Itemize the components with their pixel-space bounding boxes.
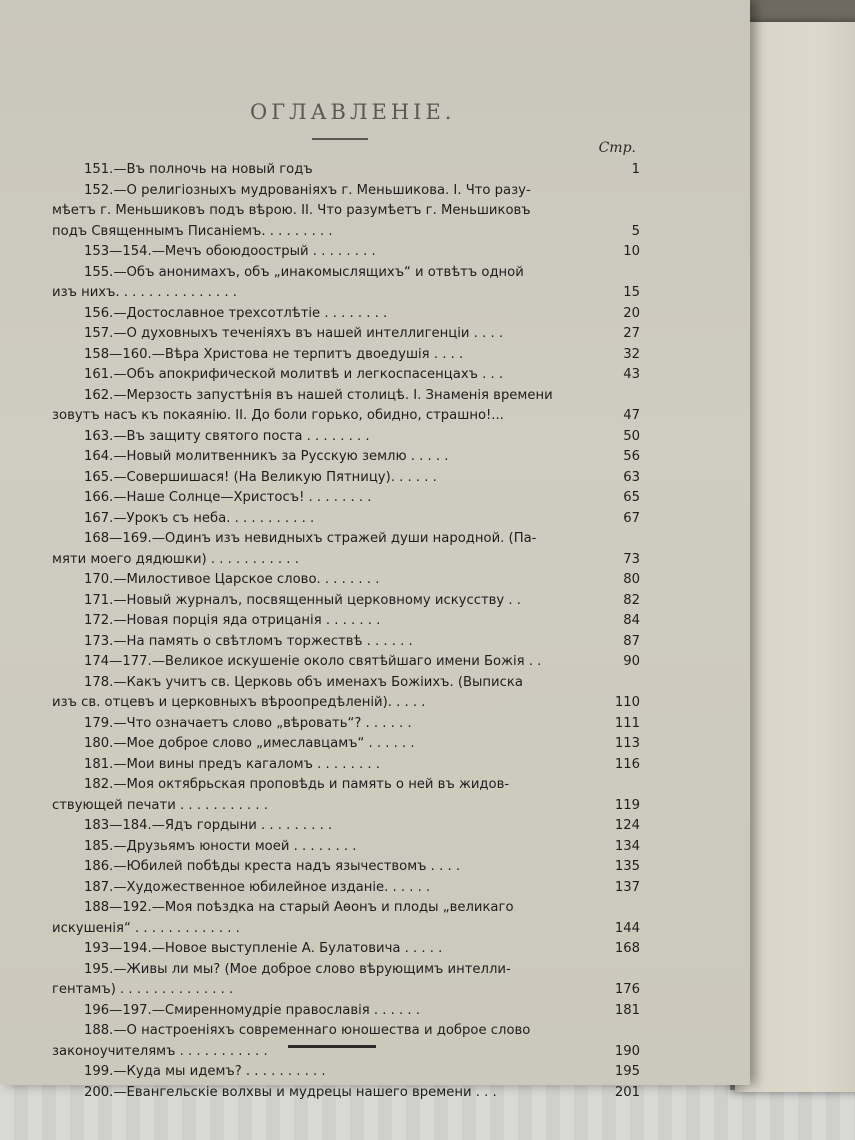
toc-entry-title	[52, 242, 596, 263]
toc-entry-page: 111	[614, 715, 640, 731]
toc-entry-page: 110	[614, 695, 640, 710]
toc-entry-page: 134	[614, 838, 640, 854]
toc-entry-title	[52, 509, 596, 530]
toc-entry-page: 168	[614, 941, 640, 956]
toc-entry-line: 153—154.—Мечъ обоюдоострый . . . . . . . .	[84, 244, 376, 259]
toc-entry-title	[52, 755, 596, 776]
toc-entry-line: гентамъ) . . . . . . . . . . . . . .	[52, 982, 234, 997]
toc-entry-title	[52, 939, 596, 960]
toc-entry-page: 10	[623, 244, 640, 259]
toc-entry-page: 43	[623, 367, 640, 382]
toc-entry	[52, 591, 640, 612]
toc-entry-page: 63	[623, 469, 640, 485]
toc-entry-title	[52, 1083, 596, 1104]
toc-entry-line: 193—194.—Новое выступленіе А. Булатовича . . . . .	[84, 941, 443, 956]
toc-entry-title	[52, 1021, 596, 1062]
toc-entry-page: 137	[614, 879, 640, 895]
toc-entry-page: 32	[623, 346, 640, 362]
toc-entry-title	[52, 447, 596, 468]
toc-entry-line: 188—192.—Моя поѣздка на старый Аѳонъ и плоды „великаго	[84, 900, 514, 915]
toc-entry-line: 181.—Мои вины предъ кагаломъ . . . . . . . .	[84, 756, 380, 772]
toc-entry	[52, 857, 640, 878]
toc-entry-page: 47	[623, 408, 640, 423]
toc-entry-page: 181	[614, 1002, 640, 1018]
toc-entry-title	[52, 427, 596, 448]
toc-entry	[52, 878, 640, 899]
toc-entry-title	[52, 632, 596, 653]
toc-entry-page: 27	[623, 326, 640, 341]
toc-entry-line: 161.—Объ апокрифической молитвѣ и легкоспасенцахъ . . .	[84, 367, 504, 382]
toc-entry-line: зовутъ насъ къ покаянію. II. До боли горько, обидно, страшно!...	[52, 408, 504, 423]
toc-entry-title	[52, 1001, 596, 1022]
toc-entry-line: изъ нихъ. . . . . . . . . . . . . . .	[52, 285, 237, 300]
toc-entry	[52, 714, 640, 735]
toc-entry-title	[52, 468, 596, 489]
toc-entry-line: 174—177.—Великое искушеніе около святѣйшаго имени Божія . .	[84, 654, 542, 669]
toc-entry-page: 195	[614, 1064, 640, 1079]
toc-entry-line: ствующей печати . . . . . . . . . . .	[52, 797, 268, 813]
toc-entry-line: 170.—Милостивое Царское слово. . . . . . . .	[84, 572, 380, 587]
toc-entry-line: мѣетъ г. Меньшиковъ подъ вѣрою. II. Что разумѣетъ г. Меньшиковъ	[52, 203, 531, 218]
facing-page	[735, 22, 855, 1092]
toc-entry	[52, 324, 640, 345]
toc-entry	[52, 632, 640, 653]
toc-entry	[52, 775, 640, 816]
toc-entry-title	[52, 1062, 596, 1083]
toc-entry-line: 185.—Друзьямъ юности моей . . . . . . . .	[84, 838, 357, 854]
toc-entry	[52, 652, 640, 673]
toc-entry-page: 1	[631, 162, 640, 177]
toc-entry-line: подъ Священнымъ Писаніемъ. . . . . . . . .	[52, 223, 333, 239]
toc-entry-title	[52, 734, 596, 755]
toc-entry-page: 80	[623, 572, 640, 587]
toc-entry-title	[52, 529, 596, 570]
toc-entry-title	[52, 714, 596, 735]
toc-entry-line: законоучителямъ . . . . . . . . . . .	[52, 1043, 268, 1059]
toc-entry	[52, 488, 640, 509]
toc-entry	[52, 263, 640, 304]
toc-entry-page: 65	[623, 490, 640, 505]
toc-entry-line: 167.—Урокъ съ неба. . . . . . . . . . .	[84, 510, 315, 526]
toc-entry-page: 113	[614, 736, 640, 751]
toc-entry	[52, 1062, 640, 1083]
toc-entry-title	[52, 591, 596, 612]
toc-entry-line: 163.—Въ защиту святого поста . . . . . . . .	[84, 428, 370, 444]
toc-entry-line: 172.—Новая порція яда отрицанія . . . . . . .	[84, 613, 381, 628]
toc-entry	[52, 181, 640, 243]
toc-entry	[52, 570, 640, 591]
toc-entry	[52, 365, 640, 386]
toc-entry-page: 84	[623, 613, 640, 628]
toc-entry-page: 67	[623, 510, 640, 526]
toc-entry-line: 158—160.—Вѣра Христова не терпитъ двоедушія . . . .	[84, 346, 464, 362]
toc-entry-title	[52, 816, 596, 837]
toc-entry-title	[52, 160, 596, 181]
bottom-rule	[288, 1045, 376, 1048]
toc-entry-page: 82	[623, 592, 640, 608]
toc-entry-title	[52, 181, 596, 243]
toc-entry-page: 15	[623, 285, 640, 300]
toc-entry	[52, 734, 640, 755]
toc-entry-line: 164.—Новый молитвенникъ за Русскую землю . . . . .	[84, 449, 449, 464]
toc-entry	[52, 939, 640, 960]
toc-entry-page: 190	[614, 1043, 640, 1059]
title-rule	[312, 138, 368, 140]
toc-entry	[52, 345, 640, 366]
toc-entry	[52, 386, 640, 427]
toc-entry-title	[52, 652, 596, 673]
toc-entry-line: 200.—Евангельскіе волхвы и мудрецы нашего времени . . .	[84, 1084, 497, 1100]
toc-entry	[52, 1083, 640, 1104]
toc-entry-line: 178.—Какъ учитъ св. Церковь объ именахъ Божіихъ. (Выписка	[84, 674, 523, 690]
toc-entry	[52, 898, 640, 939]
toc-entry-page: 144	[614, 920, 640, 936]
toc-entry-line: 195.—Живы ли мы? (Мое доброе слово вѣрующимъ интелли-	[84, 961, 511, 977]
toc-entry-page: 135	[614, 859, 640, 874]
toc-entry-page: 5	[631, 223, 640, 239]
toc-entry-line: 182.—Моя октябрьская проповѣдь и память о ней въ жидов-	[84, 777, 510, 792]
toc-entry-line: мяти моего дядюшки) . . . . . . . . . . .	[52, 551, 299, 567]
toc-entry-title	[52, 960, 596, 1001]
toc-entry-line: 165.—Совершишася! (На Великую Пятницу). . . . . .	[84, 469, 437, 485]
toc-entry-title	[52, 488, 596, 509]
toc-entry	[52, 468, 640, 489]
toc-entry-page: 90	[623, 654, 640, 669]
toc-entry	[52, 816, 640, 837]
toc-entry-page: 73	[623, 551, 640, 567]
toc-entry-line: 152.—О религіозныхъ мудрованіяхъ г. Меньшикова. I. Что разу-	[84, 182, 531, 198]
page-column-header: Стр.	[598, 140, 636, 156]
toc-entry-title	[52, 263, 596, 304]
toc-entry-page: 124	[614, 818, 640, 833]
toc-entry-title	[52, 324, 596, 345]
page-title: ОГЛАВЛЕНІЕ.	[250, 100, 456, 124]
toc-entry-line: 173.—На память о свѣтломъ торжествѣ . . . . . .	[84, 633, 413, 649]
toc-entry-line: 155.—Объ анонимахъ, объ „инакомыслящихъ“ и отвѣтъ одной	[84, 264, 524, 280]
toc-entry-page: 119	[614, 797, 640, 813]
toc-entry-title	[52, 386, 596, 427]
toc-entry-line: 162.—Мерзость запустѣнія въ нашей столицѣ. I. Знаменія времени	[84, 387, 553, 403]
toc-entry-title	[52, 673, 596, 714]
toc-entry	[52, 611, 640, 632]
toc-entry-line: 166.—Наше Солнце—Христосъ! . . . . . . . .	[84, 490, 372, 505]
toc-entry	[52, 447, 640, 468]
toc-entry-title	[52, 611, 596, 632]
toc-entry	[52, 242, 640, 263]
toc-entry	[52, 755, 640, 776]
toc-entry	[52, 673, 640, 714]
toc-entry	[52, 960, 640, 1001]
toc-entry-line: 179.—Что означаетъ слово „вѣровать“? . . . . . .	[84, 715, 412, 731]
toc-entry-line: 151.—Въ полночь на новый годъ	[84, 162, 313, 177]
toc-entry-line: 171.—Новый журналъ, посвященный церковному искусству . .	[84, 592, 521, 608]
toc-entry-page: 50	[623, 428, 640, 444]
toc-entry-line: 156.—Достославное трехсотлѣтіе . . . . . . . .	[84, 305, 388, 321]
toc-entry-page: 201	[614, 1084, 640, 1100]
toc-entry-title	[52, 878, 596, 899]
toc-entry-page: 20	[623, 305, 640, 321]
toc-entry	[52, 509, 640, 530]
toc-entry	[52, 304, 640, 325]
toc-entry-line: изъ св. отцевъ и церковныхъ вѣроопредѣленій). . . . .	[52, 695, 426, 710]
toc-entry-page: 176	[614, 982, 640, 997]
toc-entry-title	[52, 345, 596, 366]
toc-entry-title	[52, 570, 596, 591]
toc-entry-page: 56	[623, 449, 640, 464]
toc-entry-page: 116	[614, 756, 640, 772]
toc-entry	[52, 837, 640, 858]
toc-entry-line: искушенія“ . . . . . . . . . . . . .	[52, 920, 240, 936]
toc-entry-title	[52, 365, 596, 386]
toc-entry-title	[52, 304, 596, 325]
toc-entry-title	[52, 775, 596, 816]
toc-entry	[52, 1001, 640, 1022]
toc-entry-line: 183—184.—Ядъ гордыни . . . . . . . . .	[84, 818, 333, 833]
toc-entry-title	[52, 898, 596, 939]
toc-entry-line: 186.—Юбилей побѣды креста надъ язычествомъ . . . .	[84, 859, 461, 874]
toc-entry-line: 199.—Куда мы идемъ? . . . . . . . . . .	[84, 1064, 326, 1079]
toc-entry-title	[52, 837, 596, 858]
toc-entry	[52, 427, 640, 448]
toc-entry	[52, 529, 640, 570]
table-of-contents	[52, 160, 640, 1103]
toc-entry-line: 168—169.—Одинъ изъ невидныхъ стражей души народной. (Па-	[84, 531, 537, 546]
toc-entry	[52, 1021, 640, 1062]
toc-entry	[52, 160, 640, 181]
toc-entry-line: 157.—О духовныхъ теченіяхъ въ нашей интеллигенціи . . . .	[84, 326, 504, 341]
toc-entry-line: 180.—Мое доброе слово „имеславцамъ“ . . . . . .	[84, 736, 415, 751]
toc-entry-title	[52, 857, 596, 878]
toc-entry-line: 187.—Художественное юбилейное изданіе. . . . . .	[84, 879, 431, 895]
toc-entry-page: 87	[623, 633, 640, 649]
toc-entry-line: 196—197.—Смиренномудріе православія . . . . . .	[84, 1002, 420, 1018]
toc-entry-line: 188.—О настроеніяхъ современнаго юношества и доброе слово	[84, 1023, 531, 1038]
